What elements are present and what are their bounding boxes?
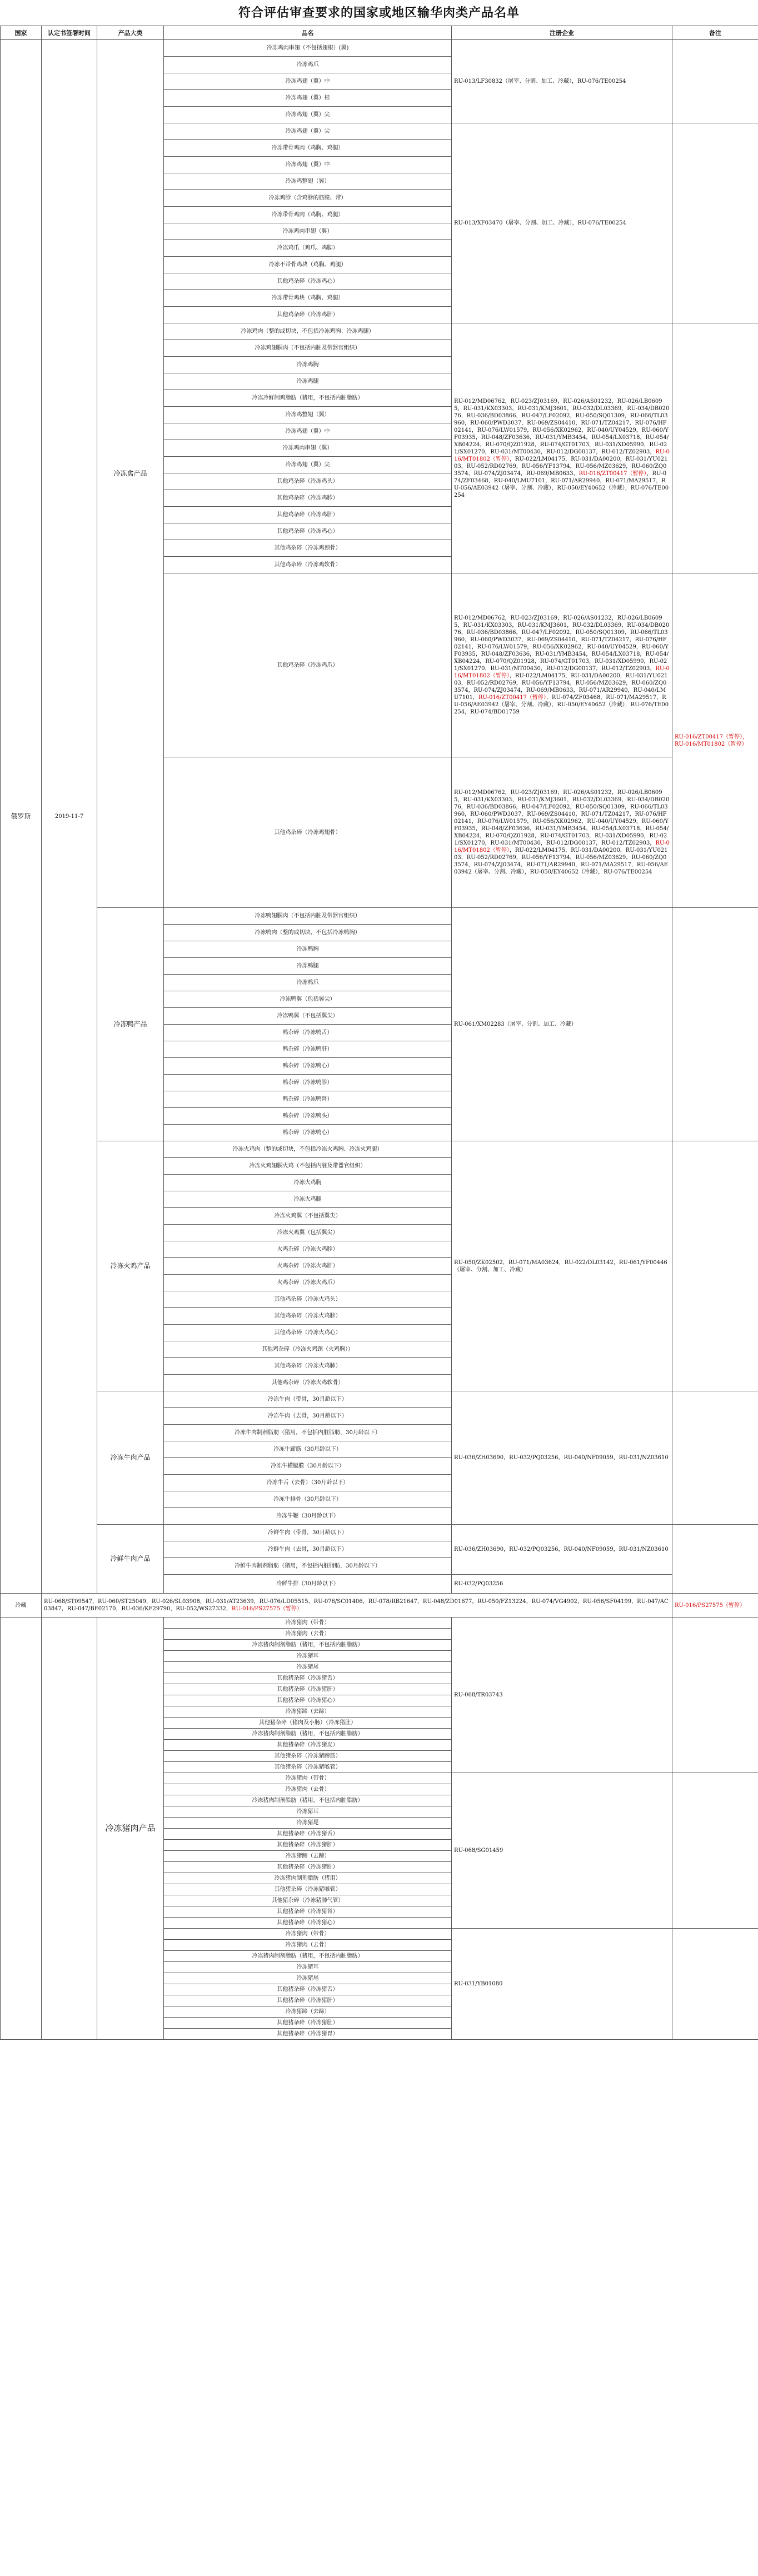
header-category: 产品大类 <box>97 26 164 40</box>
product-cell: 冷冻鸡肉串翅（翼） <box>164 223 452 240</box>
remark-cell <box>672 1773 758 1929</box>
product-cell: 冷鲜牛肉（去骨，30月龄以下） <box>164 1541 452 1558</box>
enterprise-cell: RU-032/PQ03256 <box>452 1575 672 1594</box>
product-cell: 冷冻鸡翅（翼）尖 <box>164 123 452 140</box>
product-cell: 其他猪杂碎（冷冻猪喉管） <box>164 1884 452 1895</box>
remark-cell <box>672 1141 758 1391</box>
product-cell: 冷冻火鸡胸 <box>164 1175 452 1191</box>
enterprise-code-text: RU-016/MT01802（暂停）， <box>454 448 670 462</box>
enterprise-code-text: RU-068/ST09547，RU-060/ST25049，RU-026/SL03908，RU-031/AT23639，RU-076/LD05515，RU-076/SC01406，RU-078/RB21647，RU-048/ZD01677，RU-050/FZ13224，RU-074/VG4902，RU-056/SF04199，RU-047/AC03847，RU-047/BF02170，RU-036/KF29790，RU-052/WS27332， <box>44 1599 669 1612</box>
table-row <box>1 1141 758 1158</box>
product-cell: 其他猪杂碎（冷冻猪肝） <box>164 1684 452 1695</box>
page-title: 符合评估审查要求的国家或地区输华肉类产品名单 <box>238 6 520 20</box>
product-cell: 冷冻猪肉（去骨） <box>164 1784 452 1795</box>
product-cell: 冷冻鸭翼（不包括翼尖） <box>164 1008 452 1025</box>
enterprise-cell: RU-036/ZH03690，RU-032/PQ03256，RU-040/NF09059，RU-031/NZ03610 <box>452 1391 672 1525</box>
product-cell: 火鸡杂碎（冷冻火鸡胗） <box>164 1241 452 1258</box>
product-cell: 冷冻鸡肉串翅（不包括翅根）(翼) <box>164 40 452 57</box>
product-cell: 其他猪杂碎（冷冻猪心） <box>164 1695 452 1706</box>
product-cell: 冷冻牛舌（去骨）（30月龄以下） <box>164 1475 452 1491</box>
product-cell: 冷冻鸭爪 <box>164 975 452 991</box>
product-cell: 冷冻牛肉（去骨，30月龄以下） <box>164 1408 452 1425</box>
product-cell: 冷冻猪尾 <box>164 1818 452 1829</box>
enterprise-cell <box>452 323 672 573</box>
product-cell: 其他鸡杂碎（冷冻鸡心） <box>164 273 452 290</box>
category-cell: 冷冻禽产品 <box>97 40 164 908</box>
product-cell: 冷鲜牛肉制剂脂肪（猪用，不包括内脏脂肪，30月龄以下） <box>164 1558 452 1575</box>
enterprise-cell: RU-061/XM02283（屠宰、分割、加工、冷藏） <box>452 908 672 1141</box>
product-cell: 冷冻鸡翅（翼）尖 <box>164 457 452 473</box>
product-cell: 其他鸡杂碎（冷冻鸡头） <box>164 473 452 490</box>
product-cell: 其他猪杂碎（冷冻猪蹄筋） <box>164 1751 452 1762</box>
product-cell: 其他鸡杂碎（冷冻鸡胗） <box>164 490 452 507</box>
product-cell: 冷冻猪肉（带骨） <box>164 1618 452 1629</box>
remark-cell <box>672 40 758 123</box>
product-cell: 鸭杂碎（冷冻鸭胗） <box>164 1075 452 1091</box>
category-cell: 冷冻猪肉产品 <box>97 1618 164 2040</box>
enterprise-cell <box>452 573 672 757</box>
product-cell: 冷冻猪蹄（去蹄） <box>164 2006 452 2018</box>
product-cell: 冷冻鸡翅（翼）中 <box>164 73 452 90</box>
product-cell: 火鸡杂碎（冷冻火鸡爪） <box>164 1275 452 1291</box>
product-cell: 其他猪杂碎（冷冻猪肝） <box>164 1840 452 1851</box>
table-row <box>1 1391 758 1408</box>
table-row <box>1 1594 758 1618</box>
category-cell: 冷冻牛肉产品 <box>97 1391 164 1525</box>
enterprise-code-text: RU-013/XF03470（屠宰、分割、加工、冷藏），RU-076/TE00254 <box>454 220 626 226</box>
remark-cell: RU-016/ZT00417（暂停），RU-016/MT01802（暂停） <box>672 573 758 908</box>
enterprise-code-text: RU-016/MT01802（暂停） <box>454 840 670 853</box>
enterprise-code-text: RU-012/MD06762，RU-023/ZJ03169，RU-026/AS01232，RU-026/LB06095，RU-031/KX03303，RU-031/KMJ3601，RU-032/DL03369，RU-034/DB02076，RU-036/BD03866，RU-047/LF02092，RU-050/SQ01309，RU-066/TL03960，RU-060/PWD3037，RU-069/ZS04410，RU-071/TZ04217，RU-076/HF02141，RU-076/LW01579，RU-056/XK02962，RU-040/UY04529，RU-060/YF03935，RU-048/ZF03636，RU-031/YMB3454，RU-054/LX03718，RU-054/XB04224，RU-070/QZ01928，RU-074/GT01703，RU-031/XD05990，RU-021/SX01270，RU-031/MT00430，RU-012/DG00137，RU-012/TZ02903， <box>454 398 670 455</box>
product-cell: 其他猪杂碎（冷冻猪肚） <box>164 1862 452 1873</box>
product-cell: 冷冻鸡整翅（翼） <box>164 407 452 423</box>
table-row <box>1 40 758 57</box>
product-cell: 冷冻牛蹄筋（30月龄以下） <box>164 1441 452 1458</box>
product-cell: 冷冻鸭翼（包括翼尖） <box>164 991 452 1008</box>
product-cell: 冷冻猪耳 <box>164 1806 452 1818</box>
product-cell: 冷冻鸡胸 <box>164 357 452 373</box>
product-cell: 其他鸡杂碎（冷冻鸡肝） <box>164 307 452 323</box>
enterprise-code-text: ，RU-022/LM04175，RU-031/DA00200，RU-031/YU02103，RU-052/RD02769，RU-056/YF13794，RU-056/MZ03629，RU-060/ZQ03574，RU-074/ZJ03474，RU-069/MB0633，RU-071/AR29940，RU-040/LMU7101， <box>454 673 668 701</box>
enterprise-code-text: ，RU-074/ZF03468，RU-071/MA29517，RU-056/AE03942（屠宰、分割、冷藏），RU-050/EY40652（冷藏），RU-076/TE00254，RU-074/BD01759 <box>454 695 669 715</box>
product-cell: 其他猪杂碎（冷冻猪舌） <box>164 1829 452 1840</box>
product-cell: 冷冻牛肉制剂脂肪（猪用，不包括内脏脂肪，30月龄以下） <box>164 1425 452 1441</box>
product-cell: 冷冻不带骨鸡块（鸡胸、鸡腿） <box>164 257 452 273</box>
product-cell: 冷冻鸡肉（整的或切块，不包括冷冻鸡胸、冷冻鸡腿） <box>164 323 452 340</box>
product-cell: 其他鸡杂碎（冷冻火鸡肺） <box>164 1358 452 1375</box>
product-cell: 冷冻鸡爪 <box>164 57 452 73</box>
product-cell: 其他鸡杂碎（冷冻鸡肝） <box>164 507 452 523</box>
product-cell: 冷冻牛排骨（30月龄以下） <box>164 1491 452 1508</box>
product-cell: 其他猪杂碎（冷冻猪舌） <box>164 1984 452 1995</box>
product-cell: 其他鸡杂碎（冷冻鸡软骨） <box>164 557 452 573</box>
enterprise-cell: RU-068/SG01459 <box>452 1773 672 1929</box>
product-cell: 鸭杂碎（冷冻鸭头） <box>164 1108 452 1125</box>
enterprise-cell <box>452 40 672 123</box>
header-product: 品名 <box>164 26 452 40</box>
product-cell: 冷冻猪肉（去骨） <box>164 1629 452 1640</box>
product-cell: 冷冻牛鞭（30月龄以下） <box>164 1508 452 1525</box>
product-cell: 冷冻鸭胸 <box>164 941 452 958</box>
header-country: 国家 <box>1 26 42 40</box>
enterprise-code-text: RU-016/ZT00417（暂停） <box>579 470 647 477</box>
remark-cell <box>672 908 758 1141</box>
product-cell: 冷冻鸡翅（翼）中 <box>164 423 452 440</box>
table-row <box>1 1618 758 1629</box>
product-cell: 冷冻猪尾 <box>164 1973 452 1984</box>
product-cell: 冷冻鸡肉串翅（翼） <box>164 440 452 457</box>
product-cell: 冷冻鸡爪（鸡爪、鸡脚） <box>164 240 452 257</box>
header-remark: 备注 <box>672 26 758 40</box>
product-cell: 其他猪杂碎（冷冻猪胃） <box>164 2029 452 2040</box>
enterprise-cell: RU-050/ZK02502，RU-071/MA03624，RU-022/DL03142，RU-061/YF00446（屠宰、分割、加工、冷藏） <box>452 1141 672 1391</box>
remark-cell <box>672 323 758 573</box>
product-cell: 冷冻鸡翅（翼）根 <box>164 90 452 107</box>
product-cell: 冷冻火鸡腿 <box>164 1191 452 1208</box>
enterprise-cell: RU-036/ZH03690，RU-032/PQ03256，RU-040/NF09059，RU-031/NZ03610 <box>452 1525 672 1575</box>
enterprise-code-text: ，RU-074/ZF03468，RU-040/LMU7101，RU-071/AR29940，RU-071/MA29517，RU-056/AE03942（屠宰、分割、冷藏），RU-050/EY40652（冷藏），RU-076/TE00254 <box>454 470 669 498</box>
product-cell: 冷冻猪肉（去骨） <box>164 1940 452 1951</box>
enterprise-code-text: ，RU-022/LM04175，RU-031/DA00200，RU-031/YU02103，RU-052/RD02769，RU-056/YF13794，RU-056/MZ03629，RU-060/ZQ03574，RU-074/ZJ03474，RU-071/AR29940，RU-071/MA29517，RU-056/AE03942（屠宰、分割、冷藏），RU-050/EY40652（冷藏），RU-076/TE00254 <box>454 847 669 875</box>
enterprise-cell <box>452 123 672 323</box>
product-cell: 冷鲜牛肉（带骨，30月龄以下） <box>164 1525 452 1541</box>
product-cell: 冷冻鸡腿 <box>164 373 452 390</box>
product-cell: 其他猪杂碎（猪肉及小肠）（冷冻猪肚） <box>164 1718 452 1729</box>
remark-cell <box>672 1618 758 1773</box>
product-cell: 其他猪杂碎（冷冻猪肾） <box>164 1906 452 1918</box>
enterprise-code-text: RU-016/MT01802（暂停） <box>454 666 670 679</box>
enterprise-code-text: RU-012/MD06762，RU-023/ZJ03169，RU-026/AS01232，RU-026/LB06095，RU-031/KX03303，RU-031/KMJ3601，RU-032/DL03369，RU-034/DB02076，RU-036/BD03866，RU-047/LF02092，RU-050/SQ01309，RU-066/TL03960，RU-060/PWD3037，RU-069/ZS04410，RU-071/TZ04217，RU-076/HF02141，RU-076/LW01579，RU-056/XK02962，RU-040/UY04529，RU-060/YF03935，RU-048/ZF03636，RU-031/YMB3454，RU-054/LX03718，RU-054/XB04224，RU-070/QZ01928，RU-074/GT01703，RU-031/XD05990，RU-021/SX01270，RU-031/MT00430，RU-012/DG00137，RU-012/TZ02903， <box>454 790 670 846</box>
enterprise-code-text: RU-022/LM04175，RU-031/DA00200，RU-031/YU02103，RU-052/RD02769，RU-056/YF13794，RU-056/MZ03629，RU-060/ZQ03574，RU-074/ZJ03474，RU-069/MB0633， <box>454 456 668 477</box>
enterprise-cell: RU-031/YB01080 <box>452 1929 672 2040</box>
product-cell: 冷冻鸡翅（翼）尖 <box>164 107 452 123</box>
product-cell: 火鸡杂碎（冷冻火鸡肝） <box>164 1258 452 1275</box>
product-cell: 冷冻猪肉制剂脂肪（猪用，不包括内脏脂肪） <box>164 1795 452 1806</box>
enterprise-cell <box>452 757 672 908</box>
header-row <box>1 26 758 40</box>
enterprise-code-text: RU-016/PS27575（暂停） <box>231 1606 302 1612</box>
product-cell: 鸭杂碎（冷冻鸭心） <box>164 1125 452 1141</box>
product-cell: 冷冻火鸡翅胴火鸡（不包括内脏及带器官组织） <box>164 1158 452 1175</box>
product-cell: 冷冻鸡胗（含鸡胗的筋膜、带） <box>164 190 452 207</box>
product-cell: 其他鸡杂碎（冷冻鸡心） <box>164 523 452 540</box>
enterprise-cell: RU-068/TR03743 <box>452 1618 672 1773</box>
product-cell: 冷冻冷鲜制鸡脂肪（猪用，不包括内脏脂肪） <box>164 390 452 407</box>
product-cell: 其他猪杂碎（冷冻猪皮） <box>164 1740 452 1751</box>
product-cell: 其他鸡杂碎（冷冻火鸡胗） <box>164 1308 452 1325</box>
product-cell: 冷冻猪肉制剂脂肪（猪用，不包括内脏脂肪） <box>164 1640 452 1651</box>
remark-cell <box>672 1929 758 2040</box>
product-cell: 冷冻鸭腿 <box>164 958 452 975</box>
product-cell: 其他猪杂碎（冷冻猪肚） <box>164 2018 452 2029</box>
remark-cell <box>672 123 758 323</box>
product-cell: 其他鸡杂碎（冷冻火鸡头） <box>164 1291 452 1308</box>
category-cell: 冷冻鸭产品 <box>97 908 164 1141</box>
country-cell: 俄罗斯 <box>1 40 42 1594</box>
country-cell: 冷藏 <box>1 1594 42 1618</box>
product-cell: 冷冻鸭翅胴肉（不包括内脏及带器官组织） <box>164 908 452 925</box>
product-cell: 冷冻猪肉制剂脂肪（猪用，不包括内脏脂肪） <box>164 1729 452 1740</box>
product-cell: 冷冻猪耳 <box>164 1651 452 1662</box>
product-cell: 其他鸡杂碎（冷冻火鸡心） <box>164 1325 452 1341</box>
product-cell: 冷冻牛肉（带骨，30月龄以下） <box>164 1391 452 1408</box>
product-cell: 冷冻鸡翅（翼）中 <box>164 157 452 173</box>
product-table <box>0 26 758 2040</box>
product-cell: 其他鸡杂碎（冷冻鸡翅骨） <box>164 757 452 908</box>
product-cell: 冷冻鸡整翅（翼） <box>164 173 452 190</box>
product-cell: 其他猪杂碎（冷冻猪喉管） <box>164 1762 452 1773</box>
enterprise-code-text: RU-016/ZT00417（暂停） <box>478 695 546 701</box>
enterprise-code-text: RU-013/LF30832（屠宰、分割、加工、冷藏），RU-076/TE00254 <box>454 78 626 84</box>
product-cell: 冷冻牛横膈膜（30月龄以下） <box>164 1458 452 1475</box>
country-cell <box>1 1618 42 2040</box>
product-cell: 冷冻猪蹄（去蹄） <box>164 1706 452 1718</box>
product-cell: 冷冻带骨鸡块（鸡胸、鸡腿） <box>164 290 452 307</box>
product-cell: 其他猪杂碎（冷冻猪舌） <box>164 1673 452 1684</box>
product-cell: 其他鸡杂碎（冷冻火鸡软骨） <box>164 1375 452 1391</box>
enterprise-code-text: RU-012/MD06762，RU-023/ZJ03169，RU-026/AS01232，RU-026/LB06095，RU-031/KX03303，RU-031/KMJ3601，RU-032/DL03369，RU-034/DB02076，RU-036/BD03866，RU-047/LF02092，RU-050/SQ01309，RU-066/TL03960，RU-060/PWD3037，RU-069/ZS04410，RU-071/TZ04217，RU-076/HF02141，RU-076/LW01579，RU-056/XK02962，RU-040/UY04529，RU-060/YF03935，RU-048/ZF03636，RU-031/YMB3454，RU-054/LX03718，RU-054/XB04224，RU-070/QZ01928，RU-074/GT01703，RU-031/XD05990，RU-021/SX01270，RU-031/MT00430，RU-012/DG00137，RU-012/TZ02903， <box>454 615 670 672</box>
product-cell: 其他鸡杂碎（冷冻鸡颈骨） <box>164 540 452 557</box>
remark-cell <box>672 1391 758 1525</box>
remark-cell: RU-016/PS27575（暂停） <box>672 1594 758 1618</box>
product-cell: 其他鸡杂碎（冷冻火鸡颈（火鸡胸）） <box>164 1341 452 1358</box>
date-cell <box>42 1618 97 2040</box>
product-cell: 其他猪杂碎（冷冻猪肺气管） <box>164 1895 452 1906</box>
date-cell: 2019-11-7 <box>42 40 97 1594</box>
product-cell: 冷冻猪肉制剂脂肪（猪用，不包括内脏脂肪） <box>164 1951 452 1962</box>
product-cell: 冷冻猪耳 <box>164 1962 452 1973</box>
product-cell: 鸭杂碎（冷冻鸭心） <box>164 1058 452 1075</box>
product-cell: 冷冻猪肉（带骨） <box>164 1773 452 1784</box>
category-cell: 冷冻火鸡产品 <box>97 1141 164 1391</box>
header-enterprise: 注册企业 <box>452 26 672 40</box>
product-cell: 冷冻火鸡翼（不包括翼尖） <box>164 1208 452 1225</box>
category-cell: 冷鲜牛肉产品 <box>97 1525 164 1594</box>
product-cell: 鸭杂碎（冷冻鸭舌） <box>164 1025 452 1041</box>
product-cell: 冷冻带骨鸡肉（鸡胸、鸡腿） <box>164 140 452 157</box>
product-cell: 冷冻火鸡肉（整的或切块，不包括冷冻火鸡胸、冷冻火鸡腿） <box>164 1141 452 1158</box>
product-cell: 其他鸡杂碎（冷冻鸡爪） <box>164 573 452 757</box>
enterprise-cell <box>42 1594 672 1618</box>
product-cell: 冷冻猪肉（带骨） <box>164 1929 452 1940</box>
header-date: 认定书签署时间 <box>42 26 97 40</box>
product-cell: 冷冻鸡翅胴肉（不包括内脏及带器官组织） <box>164 340 452 357</box>
product-cell: 冷鲜牛排（30月龄以下） <box>164 1575 452 1594</box>
product-cell: 冷冻猪尾 <box>164 1662 452 1673</box>
product-cell: 其他猪杂碎（冷冻猪心） <box>164 1918 452 1929</box>
product-cell: 冷冻猪蹄（去蹄） <box>164 1851 452 1862</box>
product-cell: 冷冻鸭肉（整的或切块，不包括冷冻鸭胸） <box>164 925 452 941</box>
remark-cell <box>672 1525 758 1594</box>
table-row <box>1 1525 758 1541</box>
product-cell: 鸭杂碎（冷冻鸭肝） <box>164 1041 452 1058</box>
table-row <box>1 908 758 925</box>
product-cell: 其他猪杂碎（冷冻猪肝） <box>164 1995 452 2006</box>
product-cell: 冷冻火鸡翼（包括翼尖） <box>164 1225 452 1241</box>
product-cell: 冷冻猪肉制剂脂肪（猪用） <box>164 1873 452 1884</box>
product-cell: 冷冻带骨鸡肉（鸡胸、鸡腿） <box>164 207 452 223</box>
product-cell: 鸭杂碎（冷冻鸭肾） <box>164 1091 452 1108</box>
